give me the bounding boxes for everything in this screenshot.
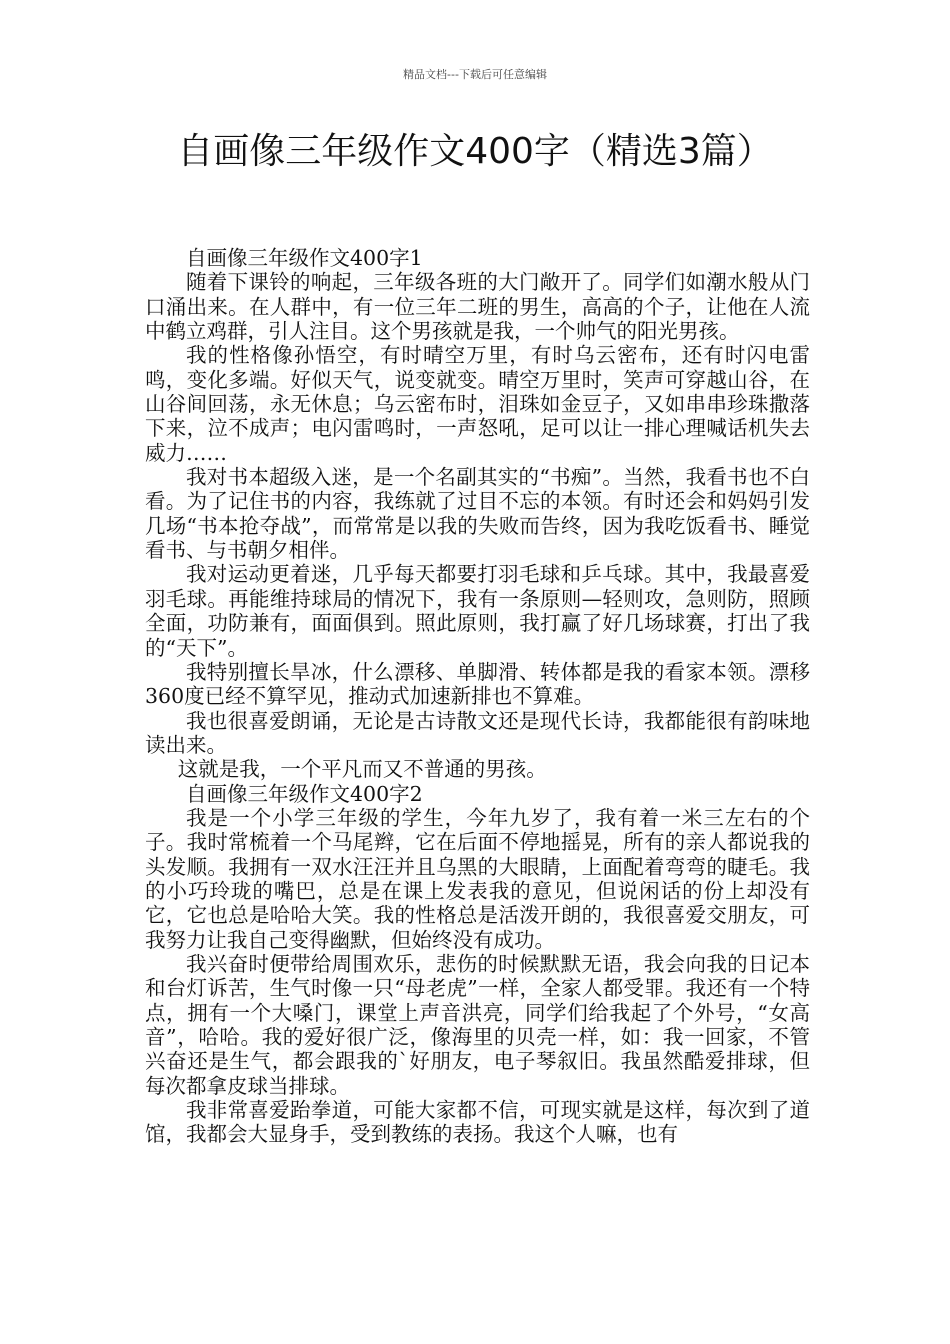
paragraph: 随着下课铃的响起，三年级各班的大门敞开了。同学们如潮水般从门口涌出来。在人群中，有一位三年二班的男生，高高的个子，让他在人流中鹤立鸡群，引人注目。这个男孩就是我，一个帅气的阳光男孩。 <box>145 270 810 344</box>
paragraph: 我对运动更着迷，几乎每天都要打羽毛球和乒乓球。其中，我最喜爱羽毛球。再能维持球局的情况下，我有一条原则—轻则攻，急则防，照顾全面，功防兼有，面面俱到。照此原则，我打赢了好几场球赛，打出了我的“天下”。 <box>145 562 810 660</box>
paragraph: 我是一个小学三年级的学生，今年九岁了，我有着一米三左右的个子。我时常梳着一个马尾辫，它在后面不停地摇晃，所有的亲人都说我的头发顺。我拥有一双水汪汪并且乌黑的大眼睛，上面配着弯弯的睫毛。我的小巧玲珑的嘴巴，总是在课上发表我的意见，但说闲话的份上却没有它，它也总是哈哈大笑。我的性格总是活泼开朗的，我很喜爱交朋友，可我努力让我自己变得幽默，但始终没有成功。 <box>145 805 810 952</box>
document-body <box>145 246 810 1147</box>
section-heading-2: 自画像三年级作文400字2 <box>186 781 423 806</box>
paragraph: 这就是我，一个平凡而又不普通的男孩。 <box>177 757 547 782</box>
section-heading-1: 自画像三年级作文400字1 <box>186 246 423 270</box>
paragraph: 我的性格像孙悟空，有时晴空万里，有时乌云密布，还有时闪电雷鸣，变化多端。好似天气，说变就变。晴空万里时，笑声可穿越山谷，在山谷间回荡，永无休息；乌云密布时，泪珠如金豆子，又如串串珍珠撒落下来，泣不成声；电闪雷鸣时，一声怒吼，足可以让一排心理喊话机失去威力…… <box>145 343 810 465</box>
paragraph: 我非常喜爱跆拳道，可能大家都不信，可现实就是这样，每次到了道馆，我都会大显身手，受到教练的表扬。我这个人嘛，也有 <box>145 1098 810 1147</box>
document-title: 自画像三年级作文400字（精选3篇） <box>177 131 773 172</box>
paragraph: 我对书本超级入迷，是一个名副其实的“书痴”。当然，我看书也不白看。为了记住书的内容，我练就了过目不忘的本领。有时还会和妈妈引发几场“书本抢夺战”，而常常是以我的失败而告终，因为我吃饭看书、睡觉看书、与书朝夕相伴。 <box>145 465 810 563</box>
paragraph: 我也很喜爱朗诵，无论是古诗散文还是现代长诗，我都能很有韵味地读出来。 <box>145 708 810 757</box>
paragraph: 我兴奋时便带给周围欢乐，悲伤的时候默默无语，我会向我的日记本和台灯诉苦，生气时像一只“母老虎”一样，全家人都受罪。我还有一个特点，拥有一个大嗓门，课堂上声音洪亮，同学们给我起了个外号，“女高音”，哈哈。我的爱好很广泛，像海里的贝壳一样，如：我一回家，不管兴奋还是生气，都会跟我的`好朋友，电子琴叙旧。我虽然酷爱排球，但每次都拿皮球当排球。 <box>145 951 810 1098</box>
paragraph: 我特别擅长旱冰，什么漂移、单脚滑、转体都是我的看家本领。漂移360度已经不算罕见，推动式加速新排也不算难。 <box>145 659 810 709</box>
header-note: 精品文档---下载后可任意编辑 <box>403 68 547 81</box>
